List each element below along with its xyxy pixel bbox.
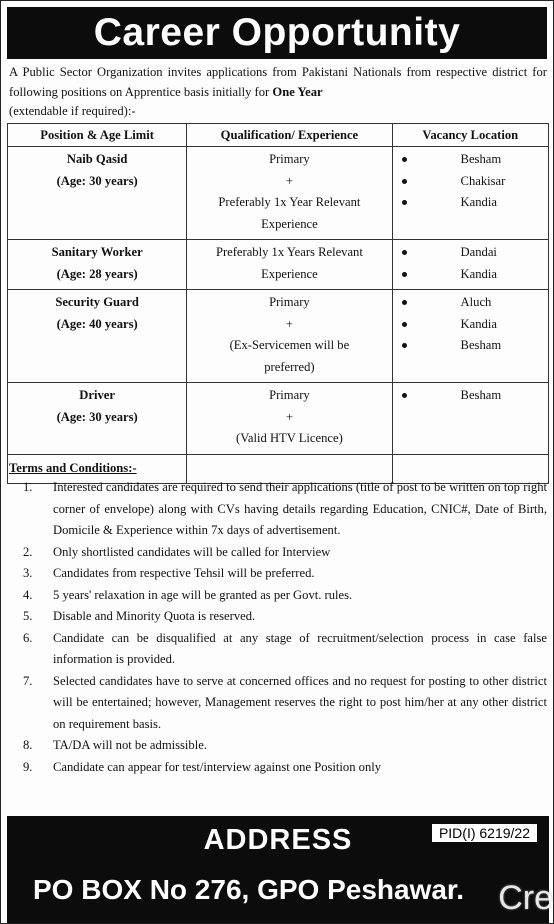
bullet-icon [402, 250, 407, 255]
list-item [9, 735, 547, 757]
term-number: 7. [23, 673, 33, 688]
qualification-line: (Ex-Servicemen will be [229, 338, 350, 352]
list-item [9, 542, 547, 564]
list-item [9, 757, 547, 779]
term-text: Candidates from respective Tehsil will be preferred. [53, 566, 315, 580]
intro-paragraph [9, 63, 547, 122]
position-name: Naib Qasid [66, 152, 128, 166]
location-item [393, 335, 548, 357]
qualification-line: Experience [261, 266, 318, 281]
intro-tail: (extendable if required):- [9, 104, 136, 118]
location-name: Besham [460, 338, 502, 352]
list-item [9, 628, 547, 671]
bullet-icon [402, 393, 407, 398]
bullet-icon [402, 157, 407, 162]
qualification-line: Preferably 1x Year Relevant [218, 195, 361, 209]
position-name: Driver [79, 388, 115, 402]
intro-duration: One Year [272, 84, 323, 99]
qualification-line: Preferably 1x Years Relevant [215, 245, 363, 259]
term-text: Selected candidates have to serve at concerned offices and no request for posting to other district will be entertained; however, Management reserves the right to post him/her at any other district on requirement basis. [53, 673, 547, 731]
location-item [393, 292, 548, 314]
pid-badge: PID(I) 6219/22 [432, 824, 537, 842]
bullet-icon [402, 272, 407, 277]
location-name: Kandia [460, 316, 497, 331]
age-limit: (Age: 40 years) [56, 316, 138, 331]
list-item [9, 477, 547, 542]
terms-title: Terms and Conditions:- [9, 461, 137, 475]
qualification-line: Experience [261, 216, 318, 231]
location-item [393, 314, 548, 336]
list-item [9, 563, 547, 585]
location-item [393, 171, 548, 193]
term-text: Candidate can be disqualified at any stage of recruitment/selection process in case false information is provided. [53, 630, 547, 666]
location-name: Kandia [460, 195, 497, 209]
location-cell [392, 240, 548, 290]
qualification-cell [187, 147, 392, 240]
intro-text: A Public Sector Organization invites applications from Pakistani Nationals from respective district for following positions on Apprentice basis initially for [9, 65, 547, 99]
list-item [9, 585, 547, 607]
address-label: ADDRESS [203, 824, 353, 856]
address-footer [7, 816, 549, 923]
term-text: Disable and Minority Quota is reserved. [53, 609, 256, 623]
location-name: Dandai [460, 245, 497, 259]
location-name: Kandia [460, 266, 497, 281]
bullet-icon [402, 343, 407, 348]
column-header-position: Position & Age Limit [8, 124, 187, 147]
term-text: TA/DA will not be admissible. [53, 738, 207, 752]
qualification-line: + [285, 409, 293, 424]
location-name: Besham [460, 152, 502, 166]
location-cell [392, 290, 548, 383]
age-limit: (Age: 30 years) [56, 409, 138, 424]
qualification-line: Primary [269, 152, 310, 166]
position-name: Sanitary Worker [51, 245, 143, 259]
qualification-line: + [285, 173, 293, 188]
column-header-location: Vacancy Location [392, 124, 548, 147]
position-cell [8, 383, 187, 455]
qualification-line: preferred) [264, 359, 315, 374]
list-item [9, 671, 547, 736]
term-number: 6. [23, 630, 33, 645]
qualification-line: Primary [269, 295, 310, 309]
list-item [9, 606, 547, 628]
bullet-icon [402, 179, 407, 184]
bullet-icon [402, 322, 407, 327]
table-row [8, 240, 549, 290]
position-cell [8, 290, 187, 383]
term-text: 5 years' relaxation in age will be granted as per Govt. rules. [53, 587, 353, 602]
age-limit: (Age: 30 years) [56, 173, 138, 188]
location-cell [392, 147, 548, 240]
location-item [393, 192, 548, 214]
location-item [393, 264, 548, 286]
term-number: 1. [23, 480, 33, 494]
position-cell [8, 240, 187, 290]
location-name: Besham [460, 388, 502, 402]
location-name: Aluch [460, 295, 492, 309]
bullet-icon [402, 200, 407, 205]
location-item [393, 242, 548, 264]
term-number: 8. [23, 738, 33, 752]
qualification-cell [187, 383, 392, 455]
qualification-line: + [285, 316, 293, 331]
position-name: Security Guard [55, 295, 139, 309]
vacancy-table [7, 123, 549, 484]
table-row [8, 290, 549, 383]
qualification-line: Primary [269, 388, 310, 402]
term-number: 5. [23, 609, 33, 623]
location-name: Chakisar [460, 173, 506, 188]
qualification-cell [187, 290, 392, 383]
age-limit: (Age: 28 years) [56, 266, 138, 281]
table-row [8, 383, 549, 455]
qualification-cell [187, 240, 392, 290]
term-text: Interested candidates are required to send their applications (title of post to be written on top right corner of envelope) along with CVs having details regarding Education, CNIC#, Date of Birth, Domicile & Experience within 7x days of advertisement. [53, 480, 547, 537]
position-cell [8, 147, 187, 240]
term-number: 2. [23, 544, 33, 559]
location-cell [392, 383, 548, 455]
term-text: Only shortlisted candidates will be called for Interview [53, 544, 331, 559]
table-row [8, 147, 549, 240]
table-header-row [8, 124, 549, 147]
qualification-line: (Valid HTV Licence) [236, 431, 343, 445]
po-box-address: PO BOX No 276, GPO Peshawar. [33, 874, 465, 905]
watermark: Cre [498, 879, 553, 917]
location-item [393, 149, 548, 171]
term-number: 4. [23, 587, 33, 602]
term-text: Candidate can appear for test/interview against one Position only [53, 759, 382, 774]
terms-section [9, 459, 547, 778]
term-number: 9. [23, 759, 33, 774]
ad-title: Career Opportunity [7, 7, 547, 59]
term-number: 3. [23, 566, 33, 580]
column-header-qualification: Qualification/ Experience [187, 124, 392, 147]
bullet-icon [402, 300, 407, 305]
location-item [393, 385, 548, 407]
